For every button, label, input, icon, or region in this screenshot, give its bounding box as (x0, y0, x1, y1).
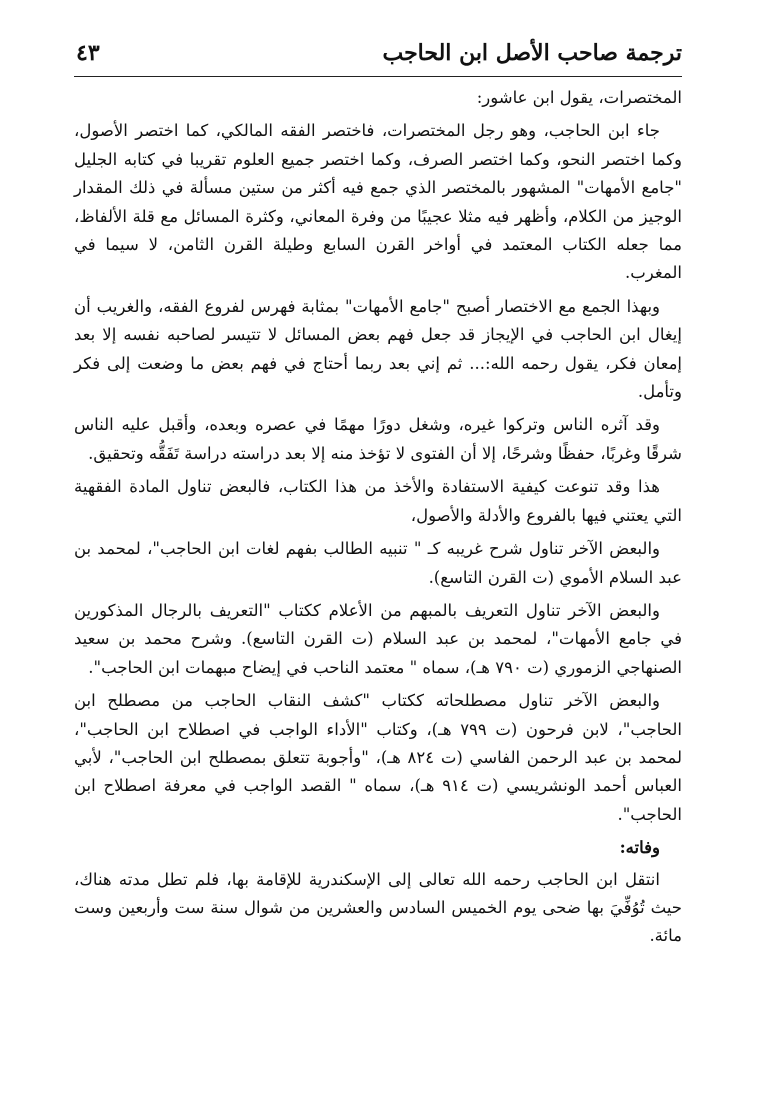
section-heading: وفاته: (619, 838, 660, 858)
running-title: ترجمة صاحب الأصل ابن الحاجب (382, 40, 682, 66)
page-number: ٤٣ (76, 40, 100, 66)
page-body (74, 84, 682, 956)
paragraph: والبعض الآخر تناول التعريف بالمبهم من الأعلام ككتاب "التعريف بالرجال المذكورين في جامع الأمهات"، لمحمد بن عبد السلام (ت القرن التاسع). وشرح محمد بن سعيد الصنهاجي الزموري (ت ٧٩٠ هـ)، سماه " معتمد الناحب في إيضاح مبهمات ابن الحاجب". (74, 600, 682, 677)
paragraph-final: انتقل ابن الحاجب رحمه الله تعالى إلى الإسكندرية للإقامة بها، فلم تطل مدته هناك، حيث تُوُفِّيَ بها ضحى يوم الخميس السادس والعشرين من شوال سنة ست وأربعين وست مائة. (74, 869, 682, 946)
paragraph-intro: المختصرات، يقول ابن عاشور: (476, 88, 682, 107)
paragraph: هذا وقد تنوعت كيفية الاستفادة والأخذ من هذا الكتاب، فالبعض تناول المادة الفقهية التي يعتني فيها بالفروع والأدلة والأصول، (74, 477, 682, 525)
paragraph: وقد آثره الناس وتركوا غيره، وشغل دورًا مهمًا في عصره وبعده، وأقبل عليه الناس شرقًا وغربًا، حفظًا وشرحًا، إلا أن الفتوى لا تؤخذ منه إلا بعد دراسته دراسة تَفَقُّه وتحقيق. (74, 415, 682, 463)
page-header (74, 34, 682, 77)
paragraph: وبهذا الجمع مع الاختصار أصبح "جامع الأمهات" بمثابة فهرس لفروع الفقه، والغريب أن إيغال ابن الحاجب في الإيجاز قد جعل فهم بعض المسائل لا تتيسر لصاحبه نفسه إلا بعد إمعان فكر، يقول رحمه الله:... ثم إني بعد ربما أحتاج في فهم بعض ما وضعت إلى فكر وتأمل. (74, 296, 682, 402)
paragraph-quote: جاء ابن الحاجب، وهو رجل المختصرات، فاختصر الفقه المالكي، كما اختصر الأصول، وكما اختصر النحو، وكما اختصر الصرف، وكما اختصر جميع العلوم تقريبا في كتابه الجليل "جامع الأمهات" المشهور بالمختصر الذي جمع فيه أكثر من ستين مسألة في ذلك المقدار الوجيز من الكلام، وأظهر فيه مثلا عجيبًا من وفرة المعاني، وكثرة المسائل مع قلة الألفاظ، مما جعله الكتاب المعتمد في أواخر القرن السابع وطيلة القرن الثامن، لا سيما في المغرب. (74, 121, 682, 283)
paragraph: والبعض الآخر تناول شرح غريبه كـ " تنبيه الطالب بفهم لغات ابن الحاجب"، لمحمد بن عبد السلام الأموي (ت القرن التاسع). (74, 539, 682, 587)
paragraph: والبعض الآخر تناول مصطلحاته ككتاب "كشف النقاب الحاجب من مصطلح ابن الحاجب"، لابن فرحون (ت ٧٩٩ هـ)، وكتاب "الأداء الواجب في اصطلاح ابن الحاجب"، لمحمد بن عبد الرحمن الفاسي (ت ٨٢٤ هـ)، "وأجوبة تتعلق بمصطلح ابن الحاجب"، لأبي العباس أحمد الونشريسي (ت ٩١٤ هـ)، سماه " القصد الواجب في معرفة اصطلاح ابن الحاجب". (74, 691, 683, 824)
